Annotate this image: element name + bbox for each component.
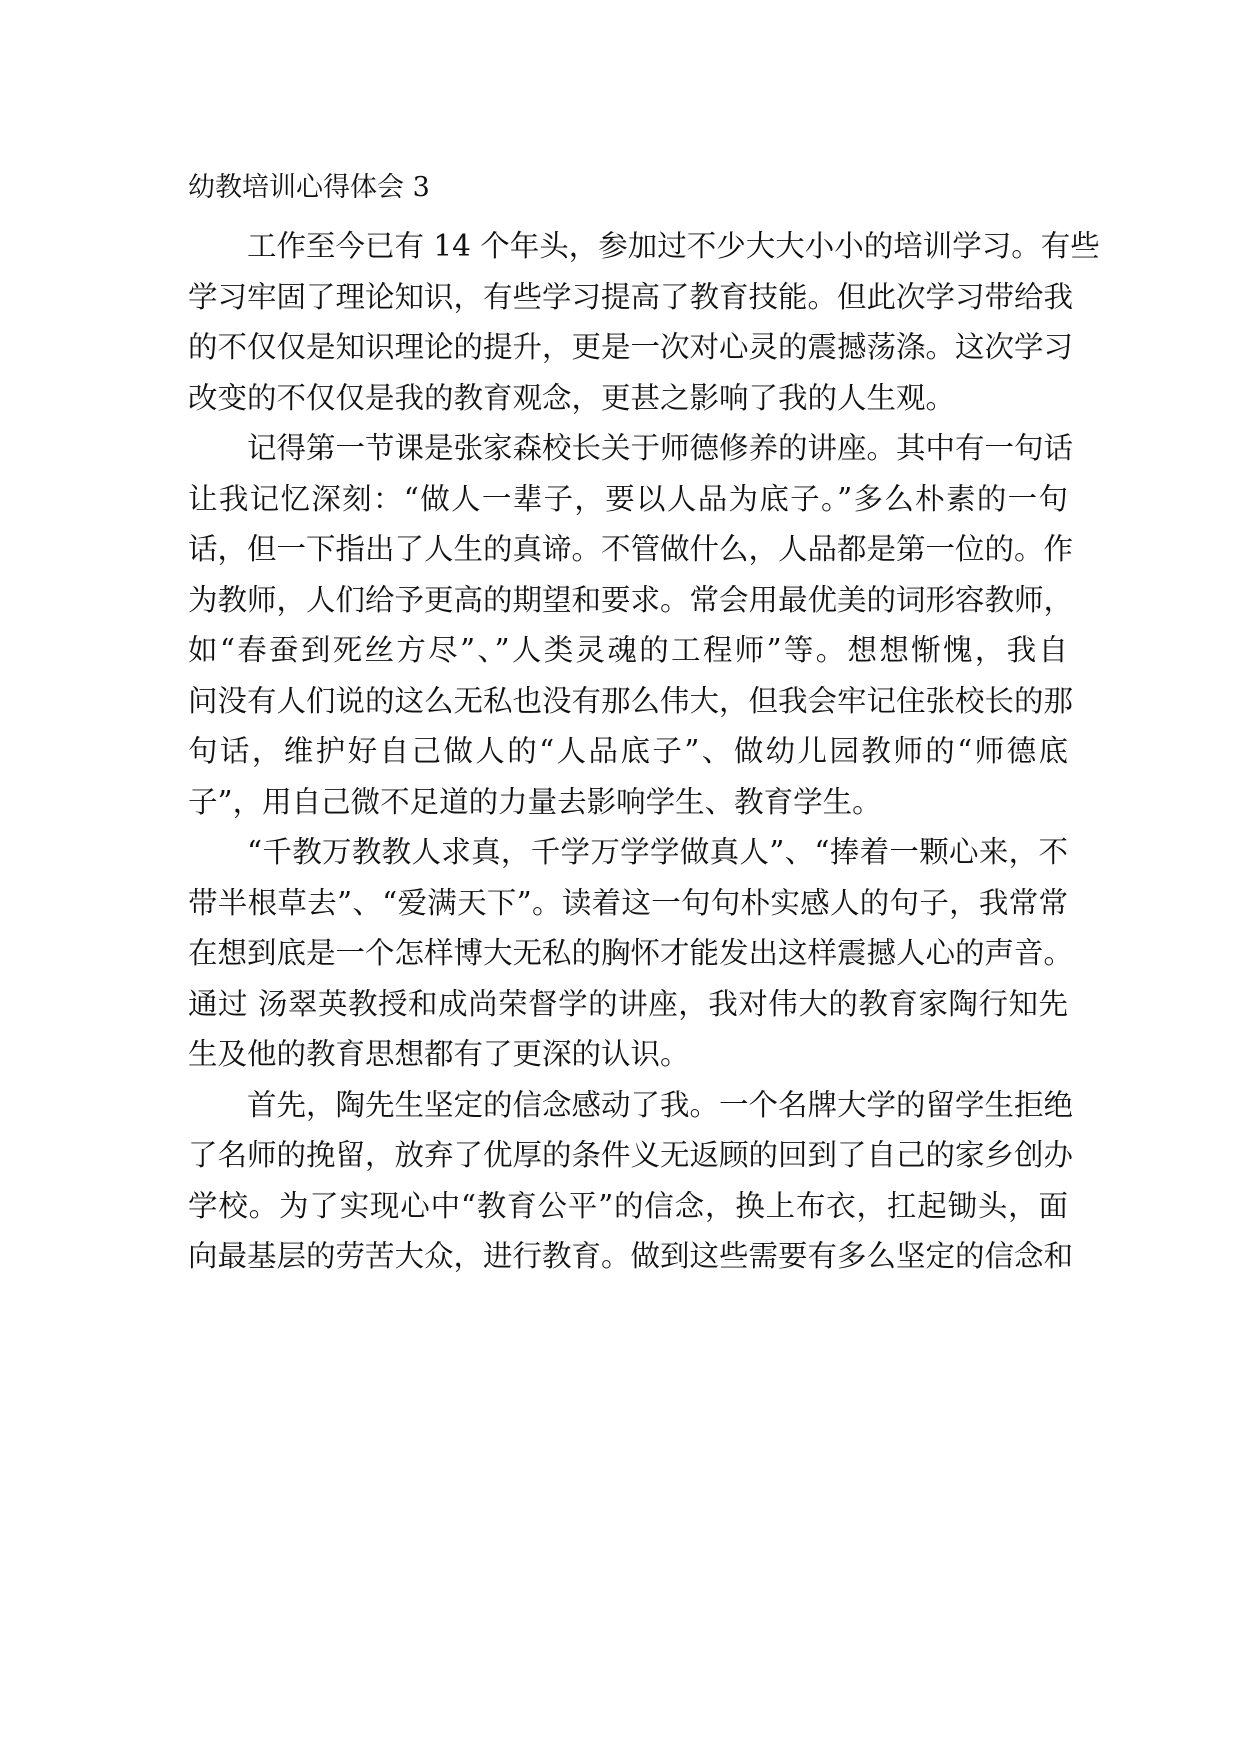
document-body xyxy=(188,158,1100,1285)
paragraph-line: 为教师，人们给予更高的期望和要求。常会用最优美的词形容教师， xyxy=(188,582,1074,617)
paragraph-line: 了名师的挽留，放弃了优厚的条件义无返顾的回到了自己的家乡创办 xyxy=(188,1138,1074,1172)
paragraph-line: 话，但一下指出了人生的真谛。不管做什么，人品都是第一位的。作 xyxy=(188,532,1074,566)
paragraph-1 xyxy=(188,224,1100,420)
paragraph-line: 学校。为了实现心中“教育公平”的信念，换上布衣，扛起锄头，面 xyxy=(188,1188,1068,1223)
paragraph-line: 向最基层的劳苦大众，进行教育。做到这些需要有多么坚定的信念和 xyxy=(188,1239,1074,1273)
paragraph-line: 在想到底是一个怎样博大无私的胸怀才能发出这样震撼人心的声音。 xyxy=(188,936,1074,970)
paragraph-line: 首先，陶先生坚定的信念感动了我。一个名牌大学的留学生拒绝 xyxy=(247,1087,1074,1122)
paragraph-3 xyxy=(188,830,1074,1076)
paragraph-line: 改变的不仅仅是我的教育观念，更甚之影响了我的人生观。 xyxy=(188,380,956,415)
paragraph-line: 的不仅仅是知识理论的提升，更是一次对心灵的震撼荡涤。这次学习 xyxy=(188,330,1074,364)
paragraph-line: 记得第一节课是张家森校长关于师德修养的讲座。其中有一句话 xyxy=(247,431,1074,465)
paragraph-line: 让我记忆深刻：“做人一辈子，要以人品为底子。”多么朴素的一句 xyxy=(188,481,1068,516)
paragraph-line: 子”，用自己微不足道的力量去影响学生、教育学生。 xyxy=(188,784,882,819)
paragraph-line: “千教万教教人求真，千学万学学做真人”、“捧着一颗心来，不 xyxy=(247,835,1068,869)
paragraph-4 xyxy=(188,1083,1074,1279)
paragraph-line: 如“春蚕到死丝方尽”、”人类灵魂的工程师”等。想想惭愧，我自 xyxy=(188,633,1068,667)
paragraph-line: 工作至今已有 14 个年头，参加过不少大大小小的培训学习。有些 xyxy=(247,229,1100,263)
paragraph-line: 通过 汤翠英教授和成尚荣督学的讲座，我对伟大的教育家陶行知先 xyxy=(188,986,1068,1021)
paragraph-line: 问没有人们说的这么无私也没有那么伟大，但我会牢记住张校长的那 xyxy=(188,683,1074,718)
paragraph-line: 带半根草去”、“爱满天下”。读着这一句句朴实感人的句子，我常常 xyxy=(188,885,1068,920)
paragraph-line: 学习牢固了理论知识，有些学习提高了教育技能。但此次学习带给我 xyxy=(188,279,1074,314)
paragraph-line: 句话，维护好自己做人的“人品底子”、做幼儿园教师的“师德底 xyxy=(188,734,1068,768)
paragraph-2 xyxy=(188,426,1074,824)
paragraph-line: 生及他的教育思想都有了更深的认识。 xyxy=(188,1037,690,1071)
document-title: 幼教培训心得体会 3 xyxy=(188,172,430,203)
